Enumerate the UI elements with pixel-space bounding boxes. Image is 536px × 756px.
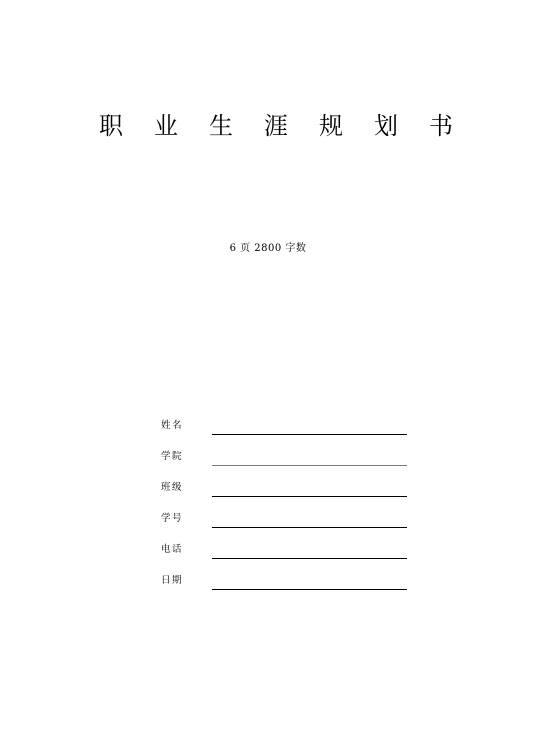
title-char: 规 — [319, 112, 343, 140]
phone-field-line[interactable] — [212, 558, 407, 559]
title-char: 生 — [209, 112, 233, 140]
name-field-line[interactable] — [212, 434, 407, 435]
title-char: 职 — [99, 112, 123, 140]
info-form — [161, 419, 411, 605]
college-field-line[interactable] — [212, 465, 407, 466]
form-row-date — [161, 574, 411, 605]
phone-label: 电话 — [161, 544, 184, 555]
name-label: 姓名 — [161, 420, 184, 431]
date-field-line[interactable] — [212, 589, 407, 590]
form-row-phone — [161, 543, 411, 574]
date-label: 日期 — [161, 575, 184, 586]
title-char: 涯 — [264, 112, 288, 140]
form-row-class — [161, 481, 411, 512]
form-row-student-id — [161, 512, 411, 543]
student-id-field-line[interactable] — [212, 527, 407, 528]
page-title — [96, 108, 456, 144]
title-char: 业 — [154, 112, 178, 140]
page-count-subtitle: 6 页 2800 字数 — [229, 243, 307, 254]
title-char: 书 — [429, 112, 453, 140]
student-id-label: 学号 — [161, 513, 184, 524]
college-label: 学院 — [161, 451, 184, 462]
class-label: 班级 — [161, 482, 184, 493]
class-field-line[interactable] — [212, 496, 407, 497]
title-char: 划 — [374, 112, 398, 140]
form-row-college — [161, 450, 411, 481]
form-row-name — [161, 419, 411, 450]
